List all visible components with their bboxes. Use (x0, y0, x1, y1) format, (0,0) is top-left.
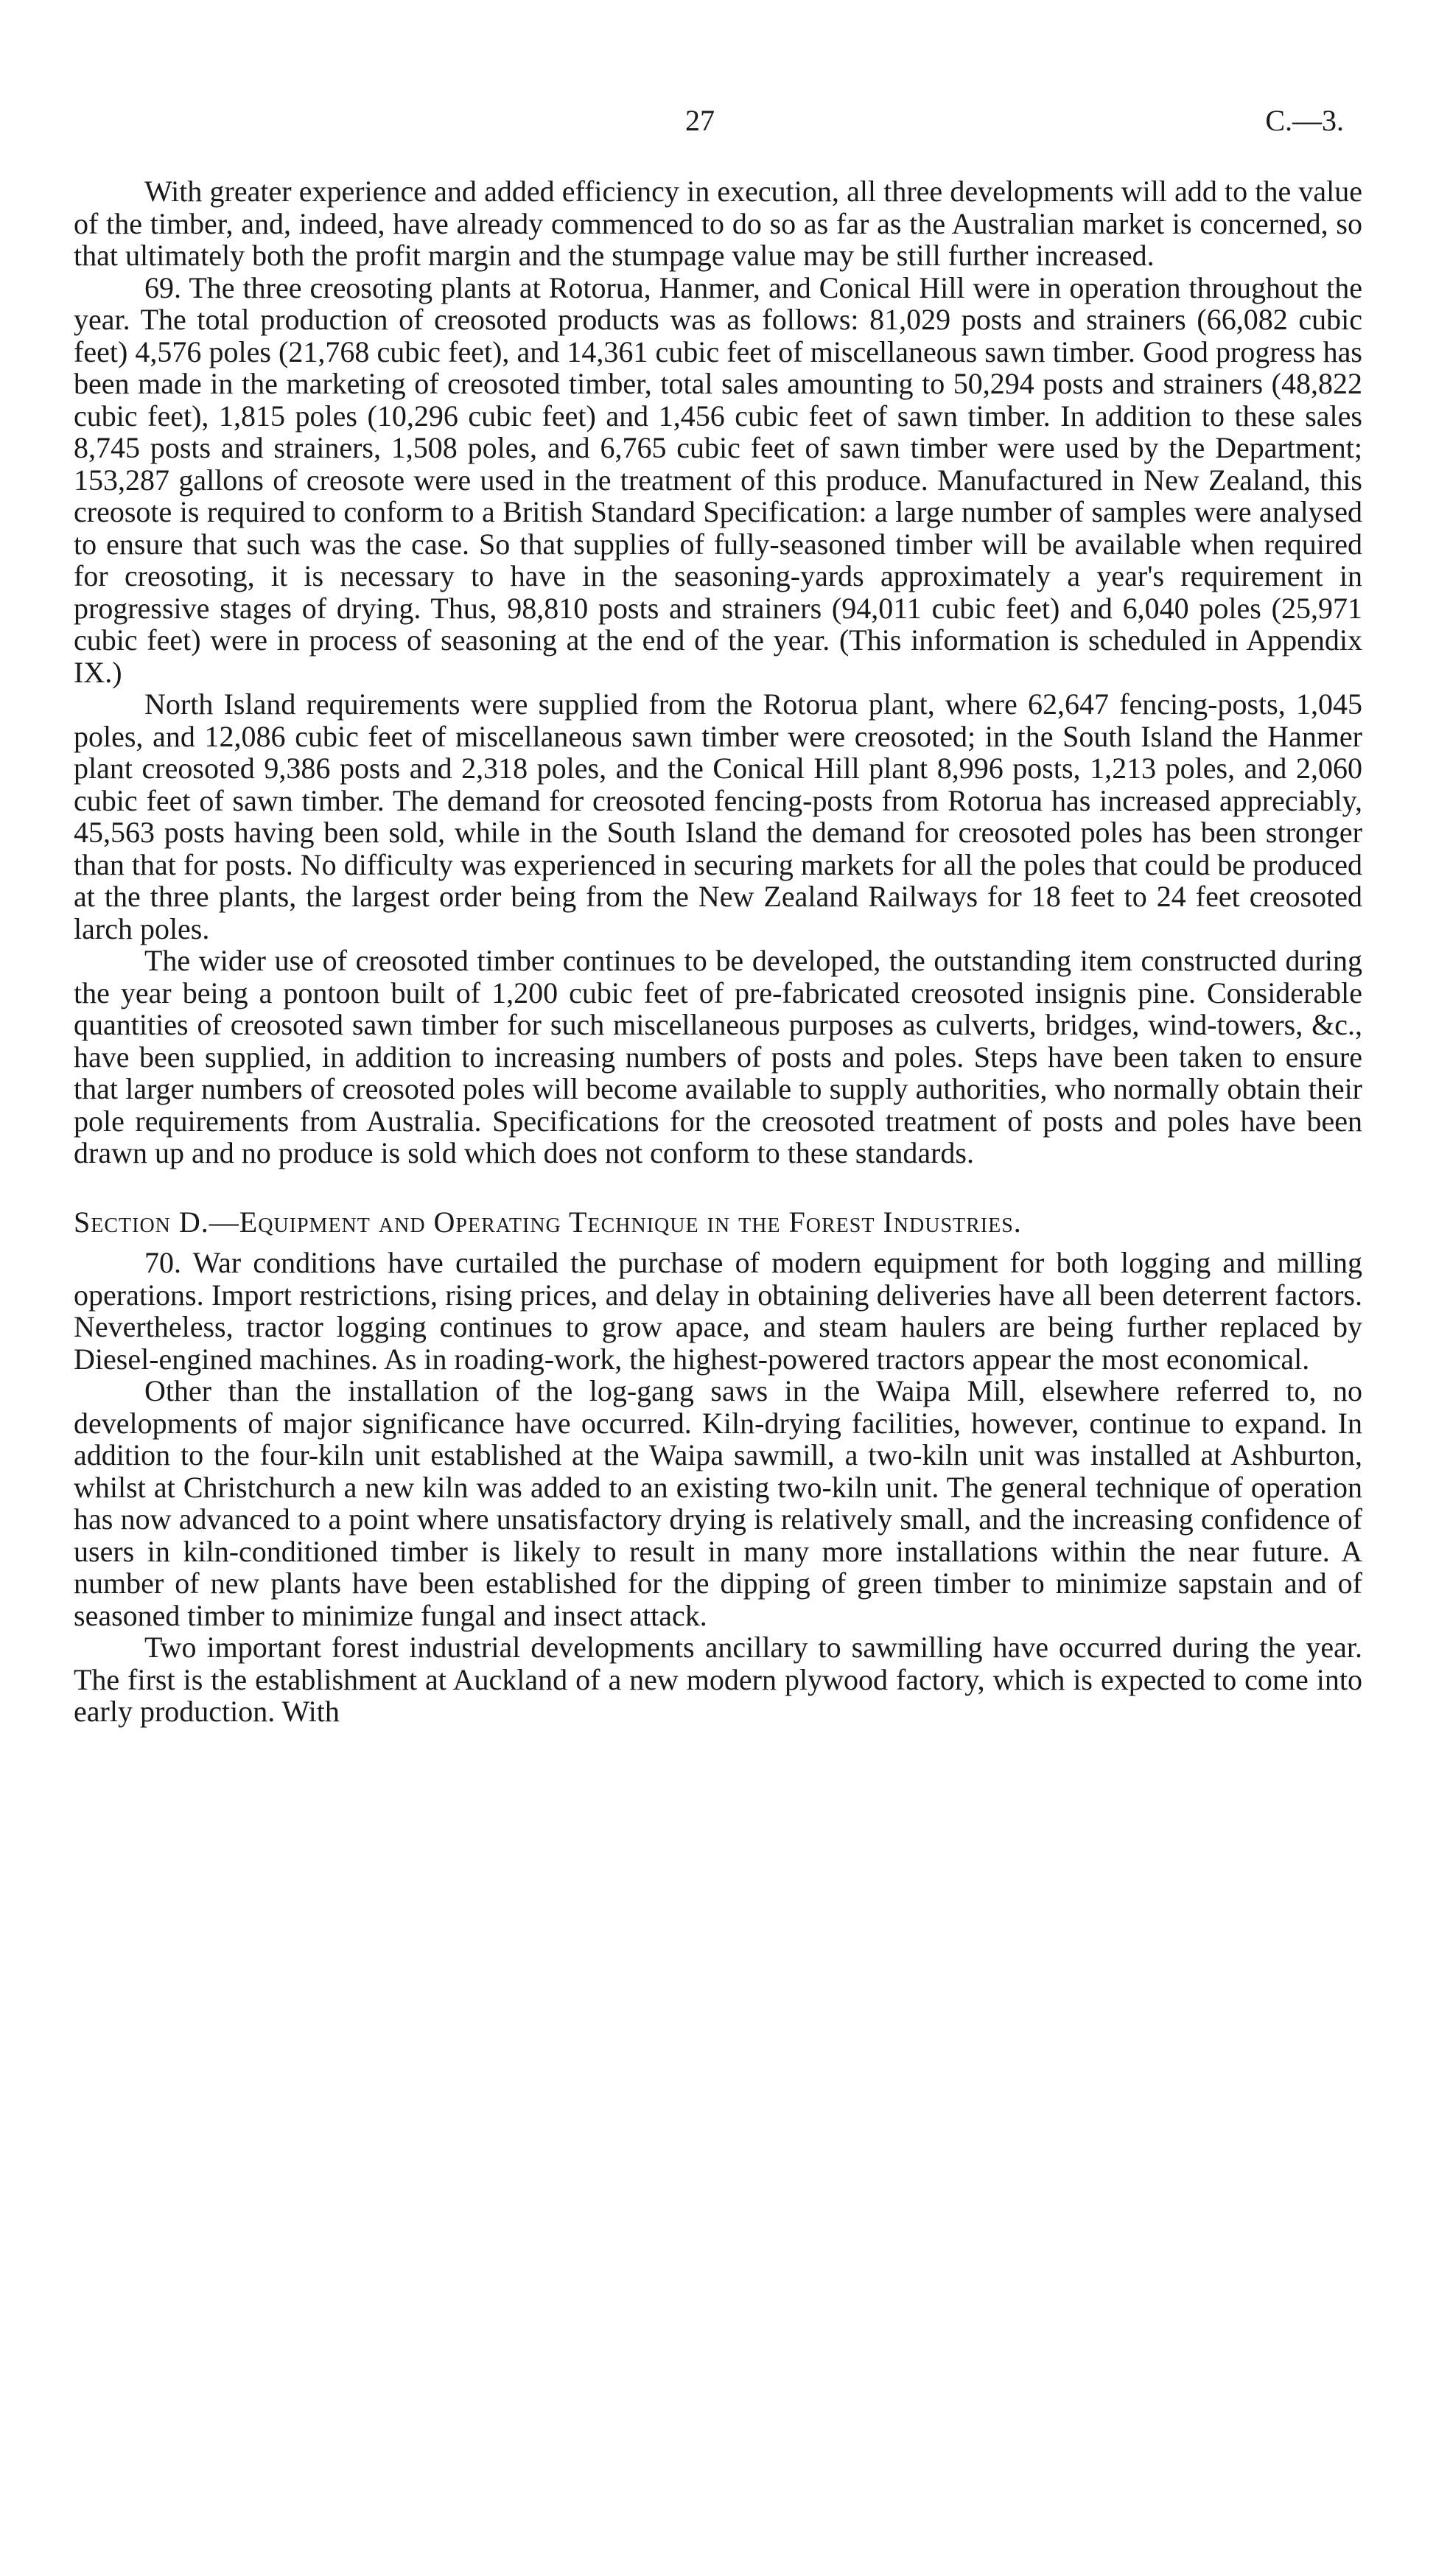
paragraph-69: 69. The three creosoting plants at Rotorua, Hanmer, and Conical Hill were in operation throughout the year. The total production of creosoted products was as follows: 81,029 posts and strainers (66,082 cubic feet) 4,576 poles (21,768 cubic feet), and 14,361 cubic feet of miscellaneous sawn timber. Good progress has been made in the marketing of creosoted timber, total sales amounting to 50,294 posts and strainers (48,822 cubic feet), 1,815 poles (10,296 cubic feet) and 1,456 cubic feet of sawn timber. In addition to these sales 8,745 posts and strainers, 1,508 poles, and 6,765 cubic feet of sawn timber were used by the Department; 153,287 gallons of creosote were used in the treatment of this produce. Manufactured in New Zealand, this creosote is required to conform to a British Standard Specification: a large number of samples were analysed to ensure that such was the case. So that supplies of fully-seasoned timber will be available when required for creosoting, it is necessary to have in the seasoning-yards approximately a year's requirement in progressive stages of drying. Thus, 98,810 posts and strainers (94,011 cubic feet) and 6,040 poles (25,971 cubic feet) were in process of seasoning at the end of the year. (This information is scheduled in Appendix IX.) (74, 270, 1362, 689)
page-header (0, 103, 1436, 147)
paragraph-wider-use: The wider use of creosoted timber continues to be developed, the outstanding item constructed during the year being a pontoon built of 1,200 cubic feet of pre-fabricated creosoted insignis pine. Considerable quantities of creosoted sawn timber for such miscellaneous purposes as culverts, bridges, wind-towers, &c., have been supplied, in addition to increasing numbers of posts and poles. Steps have been taken to ensure that larger numbers of creosoted poles will become available to supply authorities, who normally obtain their pole requirements from Australia. Specifications for the creosoted treatment of posts and poles have been drawn up and no produce is sold which does not conform to these standards. (74, 944, 1362, 1169)
paragraph-70: 70. War conditions have curtailed the purchase of modern equipment for both logging and milling operations. Import restrictions, rising prices, and delay in obtaining deliveries have all been deterrent factors. Nevertheless, tractor logging continues to grow apace, and steam haulers are being further replaced by Diesel-engined machines. As in roading-work, the highest-powered tractors appear the most economical. (74, 1246, 1362, 1376)
paragraph-kiln-drying: Other than the installation of the log-gang saws in the Waipa Mill, elsewhere referred to, no developments of major significance have occurred. Kiln-drying facilities, however, continue to expand. In addition to the four-kiln unit established at the Waipa sawmill, a two-kiln unit was installed at Ashburton, whilst at Christchurch a new kiln was added to an existing two-kiln unit. The general technique of operation has now advanced to a point where unsatisfactory drying is relatively small, and the increasing confidence of users in kiln-conditioned timber is likely to result in many more installations within the near future. A number of new plants have been established for the dipping of green timber to minimize sapstain and of seasoned timber to minimize fungal and insect attack. (74, 1374, 1362, 1632)
page-number: 27 (685, 104, 715, 137)
section-heading: Section D.—Equipment and Operating Technique in the Forest Industries. (74, 1205, 1022, 1239)
paragraph-continuation: With greater experience and added efficiency in execution, all three developments will add to the value of the timber, and, indeed, have already commenced to do so as far as the Australian market is concerned, so that ultimately both the profit margin and the stumpage value may be still further increased. (74, 175, 1362, 272)
paragraph-north-island: North Island requirements were supplied from the Rotorua plant, where 62,647 fencing-posts, 1,045 poles, and 12,086 cubic feet of miscellaneous sawn timber were creosoted; in the South Island the Hanmer plant creosoted 9,386 posts and 2,318 poles, and the Conical Hill plant 8,996 posts, 1,213 poles, and 2,060 cubic feet of sawn timber. The demand for creosoted fencing-posts from Rotorua has increased appreciably, 45,563 posts having been sold, while in the South Island the demand for creosoted poles has been stronger than that for posts. No difficulty was experienced in securing markets for all the poles that could be produced at the three plants, the largest order being from the New Zealand Railways for 18 feet to 24 feet creosoted larch poles. (74, 687, 1362, 945)
body-text (74, 175, 1362, 1728)
document-code: C.—3. (1265, 104, 1344, 137)
paragraph-plywood: Two important forest industrial developments ancillary to sawmilling have occurred during the year. The first is the establishment at Auckland of a new modern plywood factory, which is expected to come into early production. With (74, 1631, 1362, 1728)
